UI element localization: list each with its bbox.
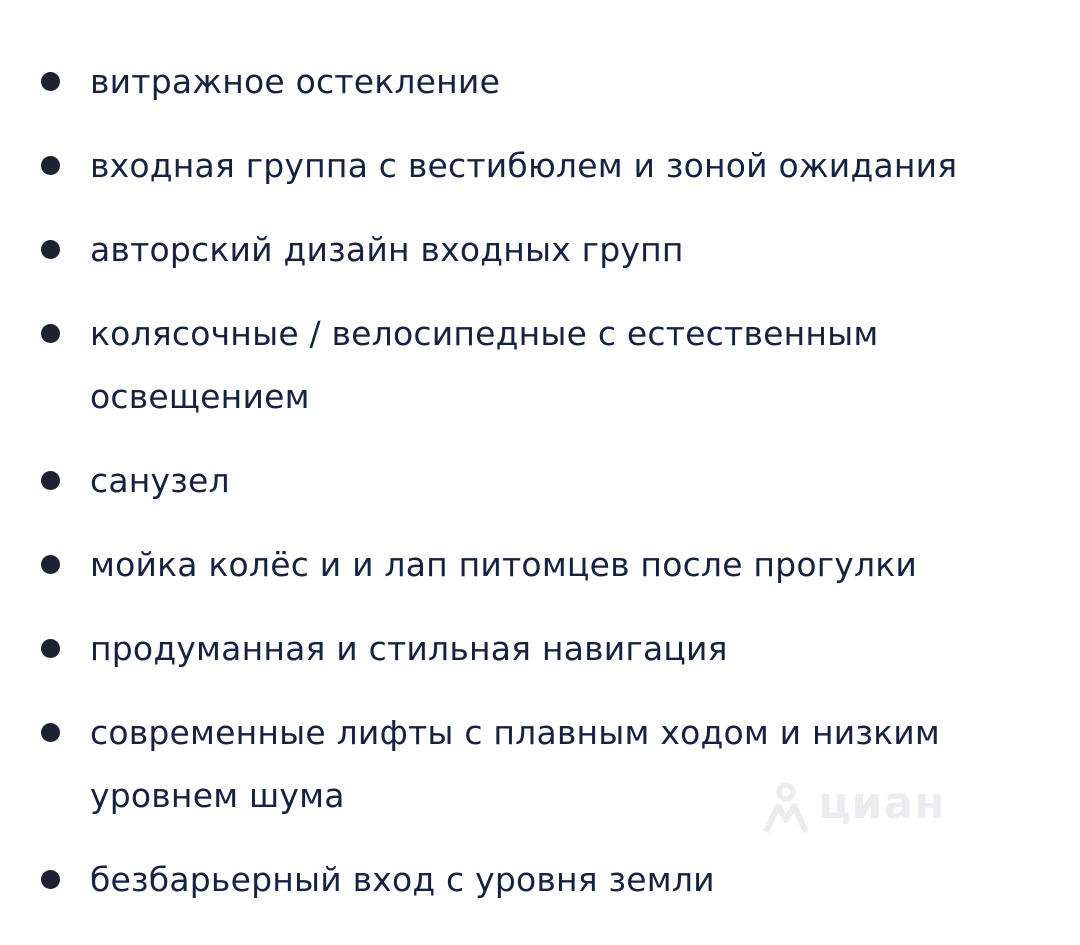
list-item-text: современные лифты с плавным ходом и низким уровнем шума [90,713,941,815]
cian-watermark [760,772,960,842]
list-item [0,617,1080,680]
list-item-text: мойка колёс и и лап питомцев после прогулки [90,545,918,584]
bullet-icon [41,72,60,91]
watermark-text: циан [818,778,946,829]
list-item-text: продуманная и стильная навигация [90,629,728,668]
bullet-icon [41,639,60,658]
list-item [0,302,1080,428]
list-item-text: входная группа с вестибюлем и зоной ожидания [90,146,958,185]
bullet-icon [41,870,60,889]
list-item-text: безбарьерный вход с уровня земли [90,860,715,899]
list-item-text: санузел [90,461,230,500]
bullet-icon [41,156,60,175]
list-item [0,218,1080,281]
list-item-text: авторский дизайн входных групп [90,230,684,269]
list-item [0,533,1080,596]
cian-logo-icon [760,780,812,836]
bullet-icon [41,240,60,259]
list-item [0,134,1080,197]
list-item [0,449,1080,512]
bullet-icon [41,723,60,742]
list-item-text: колясочные / велосипедные с естественным освещением [90,314,879,416]
bullet-icon [41,555,60,574]
list-item [0,50,1080,113]
list-item [0,848,1080,911]
bullet-icon [41,324,60,343]
list-item-text: витражное остекление [90,62,501,101]
bullet-icon [41,471,60,490]
